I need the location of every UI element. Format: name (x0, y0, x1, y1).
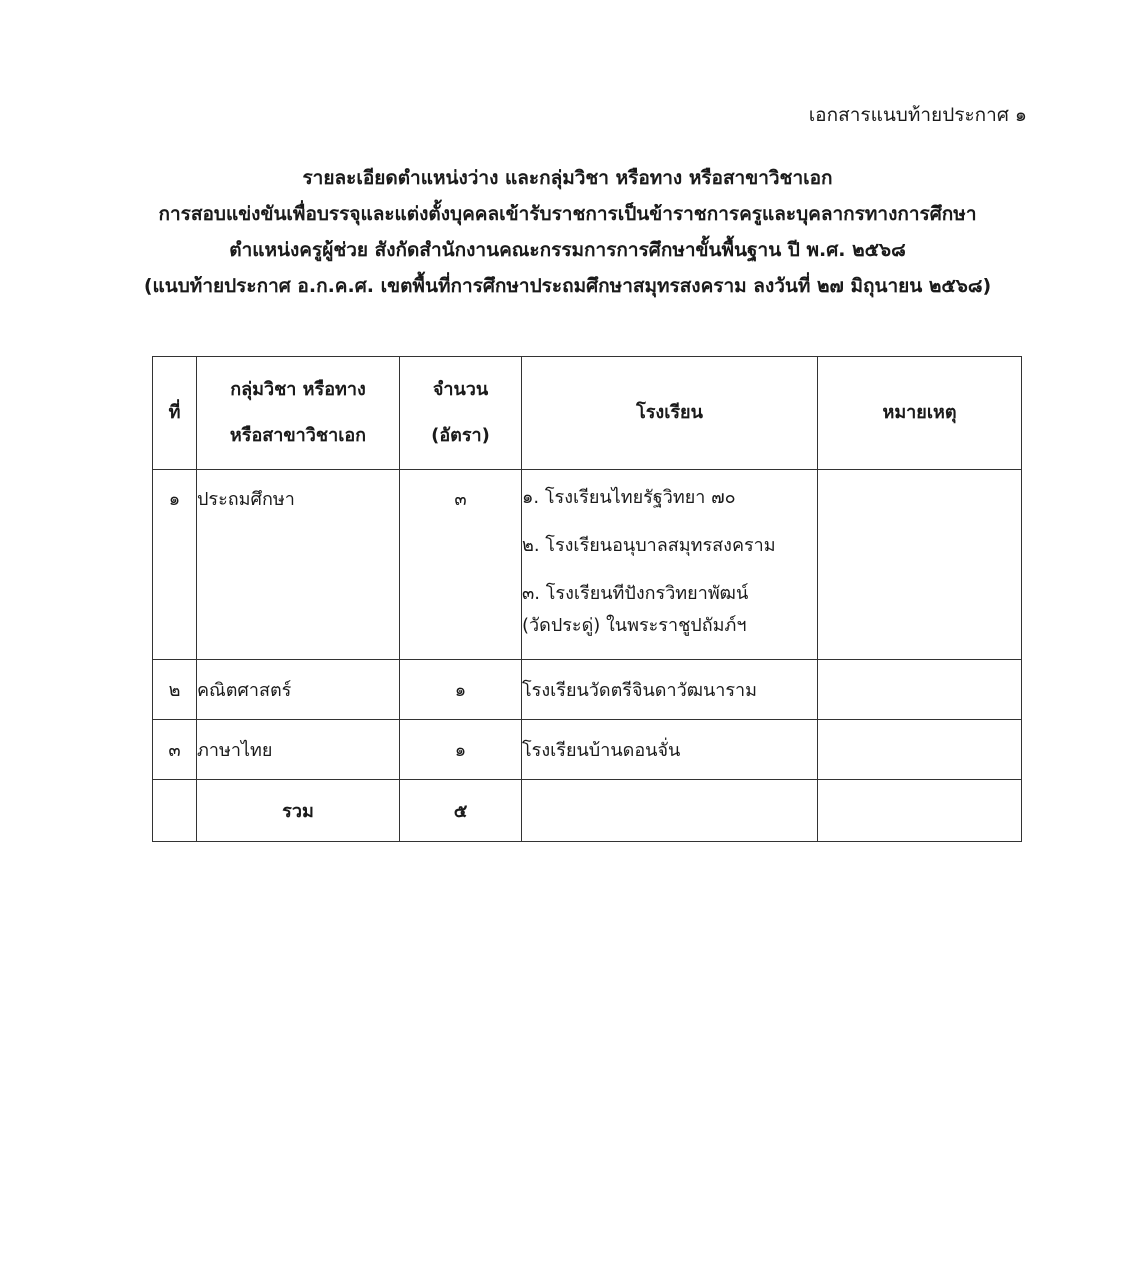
school-item: ๓. โรงเรียนทีปังกรวิทยาพัฒน์ (522, 583, 749, 604)
total-school-empty (522, 780, 818, 842)
table-row (153, 660, 1022, 720)
header-subject (197, 357, 400, 470)
row-school (522, 660, 818, 720)
school-item: ๑. โรงเรียนไทยรัฐวิทยา ๗๐ (522, 487, 736, 508)
row-subject-text: คณิตศาสตร์ (197, 680, 292, 701)
title-line-4: (แนบท้ายประกาศ อ.ก.ค.ศ. เขตพื้นที่การศึกษาประถมศึกษาสมุทรสงคราม ลงวันที่ ๒๗ มิถุนายน ๒๕๖๘) (143, 275, 992, 297)
positions-table (152, 356, 1022, 842)
row-schools (522, 470, 818, 660)
annex-label: เอกสารแนบท้ายประกาศ ๑ (808, 104, 1027, 126)
row-note (818, 720, 1022, 780)
row-school (522, 720, 818, 780)
total-note-empty (818, 780, 1022, 842)
title-line-1: รายละเอียดตำแหน่งว่าง และกลุ่มวิชา หรือทาง หรือสาขาวิชาเอก (302, 167, 833, 189)
header-note: หมายเหตุ (818, 357, 1022, 470)
table-row (153, 720, 1022, 780)
row-no-text: ๓ (168, 740, 181, 761)
row-count-text: ๑ (454, 740, 467, 761)
row-school-text: โรงเรียนวัดตรีจินดาวัฒนาราม (522, 680, 758, 701)
table-total-row (153, 780, 1022, 842)
row-note (818, 470, 1022, 660)
header-count-line1: จำนวน (432, 379, 489, 400)
row-count-text: ๑ (454, 680, 467, 701)
total-no-empty (153, 780, 197, 842)
row-no-text: ๑ (168, 489, 181, 510)
header-school: โรงเรียน (522, 357, 818, 470)
row-count (400, 470, 522, 660)
row-subject (197, 720, 400, 780)
row-no-text: ๒ (168, 680, 181, 701)
row-no (153, 720, 197, 780)
school-item-continued: (วัดประดู่) ในพระราชูปถัมภ์ฯ (522, 615, 747, 636)
row-school-text: โรงเรียนบ้านดอนจั่น (522, 740, 681, 761)
row-count (400, 660, 522, 720)
total-label: รวม (197, 780, 400, 842)
header-count (400, 357, 522, 470)
row-subject (197, 660, 400, 720)
school-item: ๒. โรงเรียนอนุบาลสมุทรสงคราม (522, 535, 776, 556)
table-header-row (153, 357, 1022, 470)
row-subject-text: ภาษาไทย (197, 740, 273, 761)
row-no (153, 470, 197, 660)
row-subject-text: ประถมศึกษา (197, 489, 295, 510)
title-line-2: การสอบแข่งขันเพื่อบรรจุและแต่งตั้งบุคคลเข้ารับราชการเป็นข้าราชการครูและบุคลากรทางการศึกษา (158, 203, 977, 225)
row-note (818, 660, 1022, 720)
row-count-text: ๓ (454, 489, 467, 510)
header-count-line2: (อัตรา) (431, 425, 490, 446)
row-no (153, 660, 197, 720)
header-no: ที่ (153, 357, 197, 470)
row-count (400, 720, 522, 780)
title-line-3: ตำแหน่งครูผู้ช่วย สังกัดสำนักงานคณะกรรมการการศึกษาขั้นพื้นฐาน ปี พ.ศ. ๒๕๖๘ (229, 239, 906, 261)
document-title (0, 160, 1135, 304)
header-subject-line2: หรือสาขาวิชาเอก (229, 425, 367, 446)
total-count: ๕ (400, 780, 522, 842)
header-subject-line1: กลุ่มวิชา หรือทาง (230, 379, 366, 400)
table-row (153, 470, 1022, 660)
row-subject (197, 470, 400, 660)
